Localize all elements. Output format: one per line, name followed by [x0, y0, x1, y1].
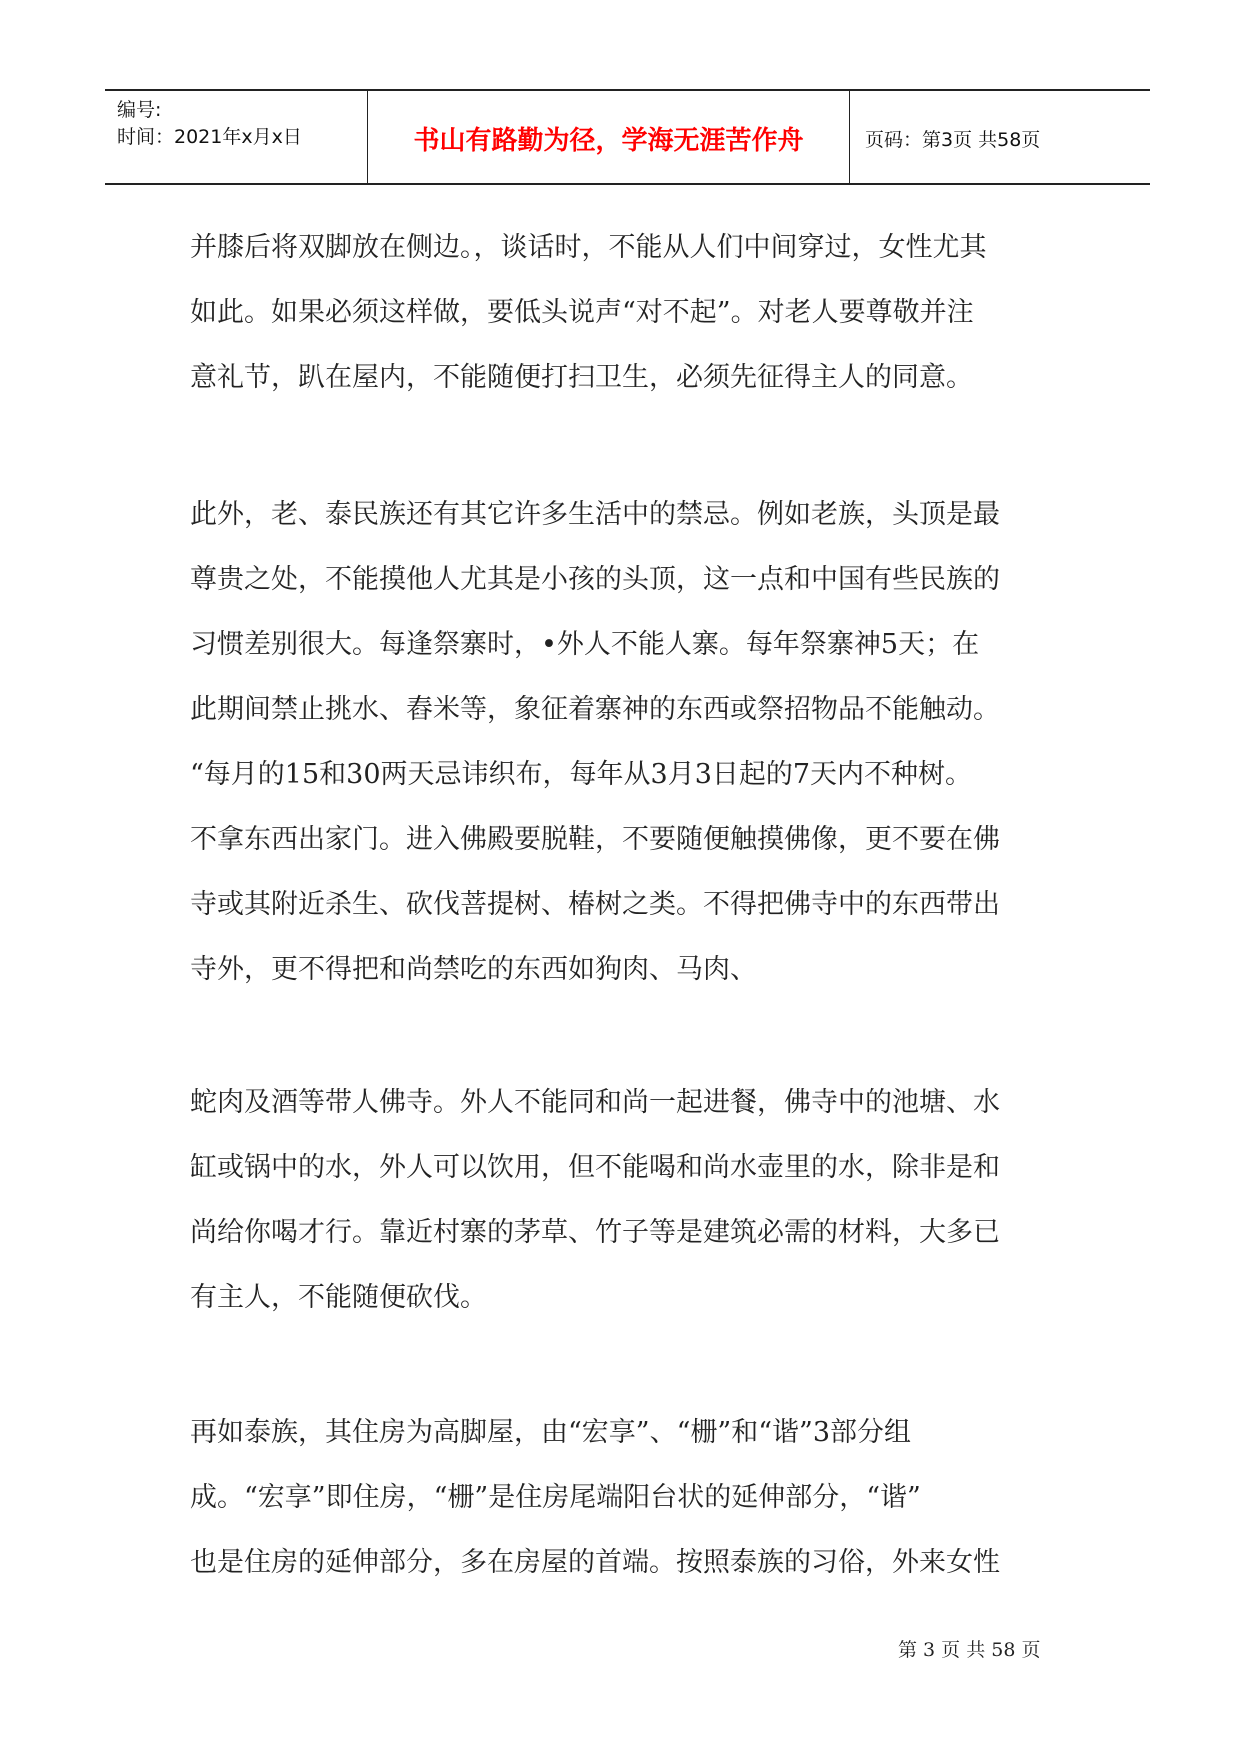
paragraph-line: 意礼节，趴在屋内，不能随便打扫卫生，必须先征得主人的同意。	[190, 362, 973, 393]
paragraph-line: 寺或其附近杀生、砍伐菩提树、椿树之类。不得把佛寺中的东西带出	[190, 889, 1000, 920]
paragraph-line: 有主人，不能随便砍伐。	[190, 1282, 487, 1313]
paragraph-line: 此外，老、泰民族还有其它许多生活中的禁忌。例如老族，头顶是最	[190, 499, 1000, 530]
header-page-cell	[850, 91, 1150, 183]
paragraph-line: 成。“宏享”即住房，“栅”是住房尾端阳台状的延伸部分，“谐”	[190, 1482, 921, 1513]
header-motto-cell	[367, 91, 850, 183]
paragraph-line: 蛇肉及酒等带人佛寺。外人不能同和尚一起进餐，佛寺中的池塘、水	[190, 1087, 1000, 1118]
paragraph-line: 缸或锅中的水，外人可以饮用，但不能喝和尚水壶里的水，除非是和	[190, 1152, 1000, 1183]
page-header	[105, 89, 1150, 185]
footer-page-number: 第 3 页 共 58 页	[898, 1639, 1041, 1661]
header-motto: 书山有路勤为径，学海无涯苦作舟	[413, 126, 804, 156]
paragraph-4	[190, 1400, 1070, 1595]
paragraph-line: 此期间禁止挑水、舂米等，象征着寨神的东西或祭招物品不能触动。	[190, 694, 1000, 725]
paragraph-2	[190, 482, 1070, 1002]
document-number-label: 编号:	[117, 99, 162, 121]
paragraph-line: 寺外，更不得把和尚禁吃的东西如狗肉、马肉、	[190, 954, 757, 985]
paragraph-line: 尊贵之处，不能摸他人尤其是小孩的头顶，这一点和中国有些民族的	[190, 564, 1000, 595]
paragraph-line: 不拿东西出家门。进入佛殿要脱鞋，不要随便触摸佛像，更不要在佛	[190, 824, 1000, 855]
paragraph-3	[190, 1070, 1070, 1330]
paragraph-line: 如此。如果必须这样做，要低头说声“对不起”。对老人要尊敬并注	[190, 297, 974, 328]
paragraph-line: “每月的15和30两天忌讳织布，每年从3月3日起的7天内不种树。	[190, 759, 973, 790]
header-meta-cell	[105, 91, 367, 183]
paragraph-1	[190, 215, 1070, 410]
header-page-number: 页码：第3页 共58页	[865, 129, 1041, 151]
paragraph-line: 再如泰族，其住房为高脚屋，由“宏享”、“栅”和“谐”3部分组	[190, 1417, 911, 1448]
paragraph-line: 并膝后将双脚放在侧边。，谈话时，不能从人们中间穿过，女性尤其	[190, 232, 987, 263]
paragraph-line: 习惯差别很大。每逢祭寨时，•外人不能人寨。每年祭寨神5天；在	[190, 629, 980, 660]
paragraph-line: 尚给你喝才行。靠近村寨的茅草、竹子等是建筑必需的材料，大多已	[190, 1217, 1000, 1248]
document-time-label: 时间：2021年x月x日	[117, 126, 302, 148]
paragraph-line: 也是住房的延伸部分，多在房屋的首端。按照泰族的习俗，外来女性	[190, 1547, 1000, 1578]
